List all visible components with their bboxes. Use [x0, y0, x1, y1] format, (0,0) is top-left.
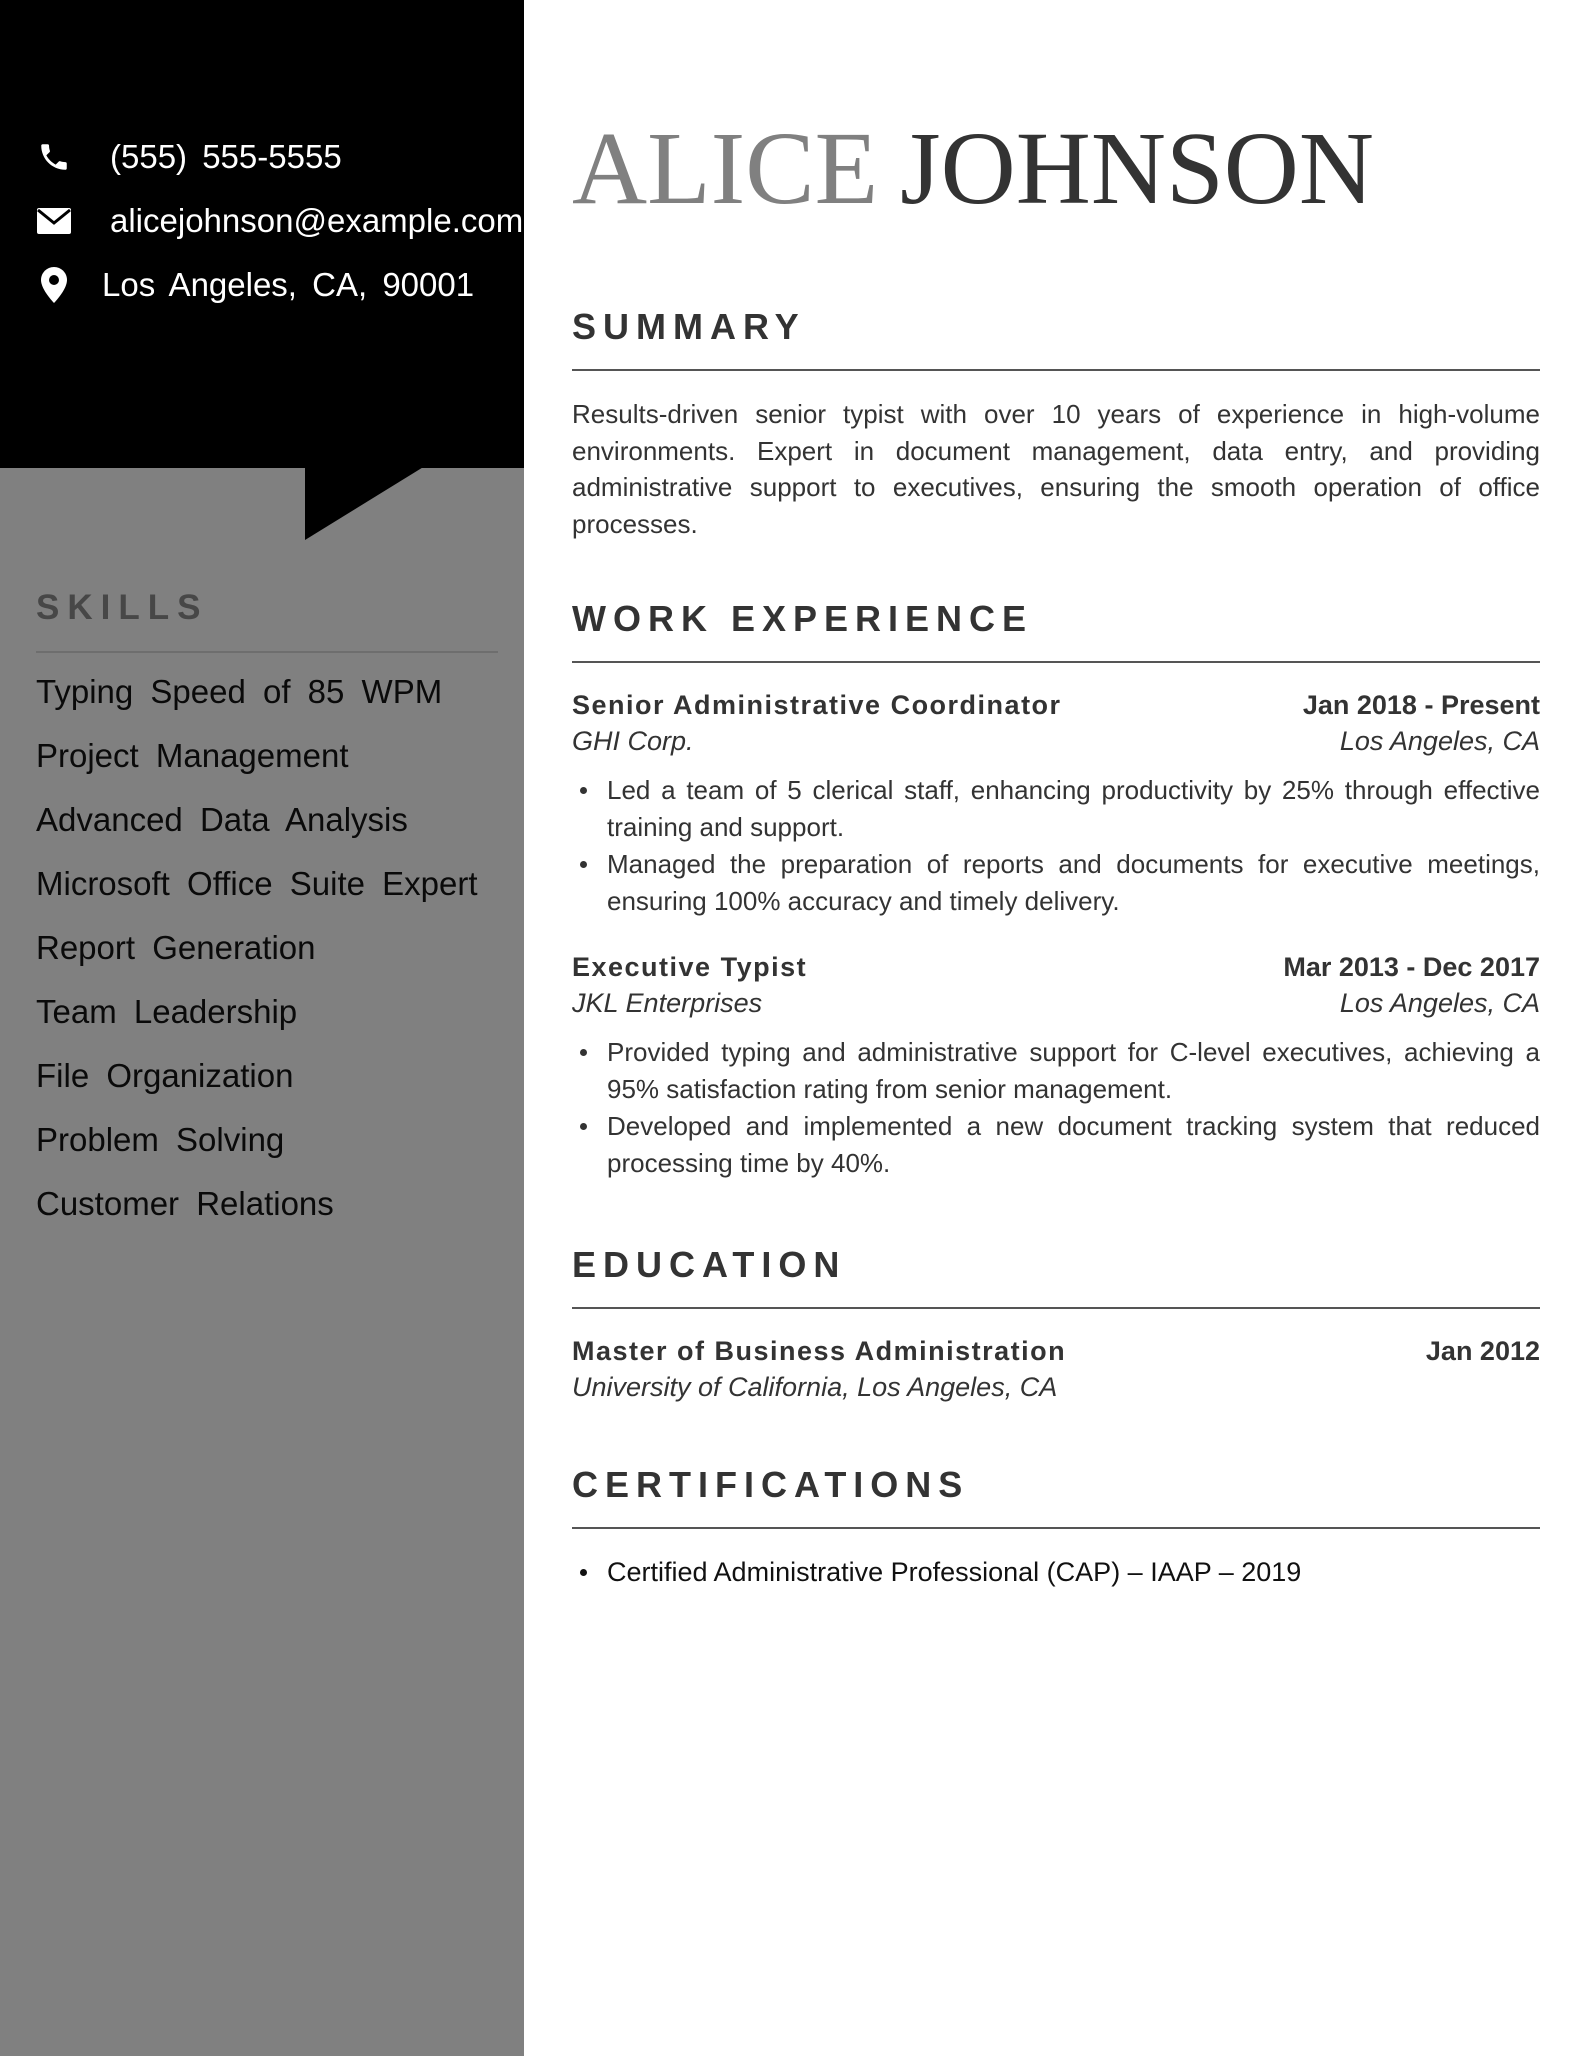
- envelope-icon: [36, 203, 72, 239]
- education-heading: EDUCATION: [572, 1244, 847, 1285]
- job-title: Senior Administrative Coordinator: [572, 690, 1062, 720]
- job-subheader: [572, 988, 1540, 1019]
- certifications-heading: CERTIFICATIONS: [572, 1464, 970, 1505]
- skills-heading: SKILLS: [36, 588, 209, 627]
- phone-number[interactable]: (555) 555-5555: [110, 138, 342, 175]
- education-subheader: [572, 1372, 1540, 1403]
- skill-item: Microsoft Office Suite Expert: [36, 865, 478, 902]
- certification-item: Certified Administrative Professional (CAP) – IAAP – 2019: [607, 1554, 1540, 1590]
- job-bullet: Provided typing and administrative support for C-level executives, achieving a 95% satisfaction rating from senior management.: [607, 1034, 1540, 1107]
- job-location: Los Angeles, CA: [1339, 988, 1540, 1018]
- job-company: GHI Corp.: [572, 726, 694, 756]
- degree-title: Master of Business Administration: [572, 1336, 1067, 1366]
- job-dates: Jan 2018 - Present: [1302, 690, 1540, 720]
- candidate-name: [572, 104, 1374, 234]
- degree-date: Jan 2012: [1425, 1336, 1540, 1366]
- contact-email: [36, 202, 523, 240]
- job-bullets: [607, 772, 1540, 920]
- job-bullet: Developed and implemented a new document tracking system that reduced processing time by 40%.: [607, 1108, 1540, 1181]
- job-bullet: Managed the preparation of reports and documents for executive meetings, ensuring 100% accuracy and timely delivery.: [607, 846, 1540, 919]
- education-header: [572, 1336, 1540, 1367]
- summary-divider: [572, 369, 1540, 371]
- contact-phone: [36, 138, 342, 176]
- skill-item: Report Generation: [36, 929, 316, 966]
- skill-item: Team Leadership: [36, 993, 298, 1030]
- contact-location: [36, 266, 474, 304]
- sidebar: [0, 0, 524, 2056]
- work-experience-divider: [572, 661, 1540, 663]
- job-location: Los Angeles, CA: [1339, 726, 1540, 756]
- summary-heading: SUMMARY: [572, 306, 806, 347]
- job-bullet: Led a team of 5 clerical staff, enhancing productivity by 25% through effective training and support.: [607, 772, 1540, 845]
- skill-item: Customer Relations: [36, 1185, 334, 1222]
- skill-item: Advanced Data Analysis: [36, 801, 408, 838]
- work-experience-heading: WORK EXPERIENCE: [572, 598, 1034, 639]
- job-title: Executive Typist: [572, 952, 808, 982]
- skills-list: [36, 668, 478, 1244]
- certifications-list: [607, 1554, 1540, 1590]
- email-address[interactable]: alicejohnson@example.com: [110, 202, 524, 239]
- skill-item: Typing Speed of 85 WPM: [36, 673, 443, 710]
- certifications-divider: [572, 1527, 1540, 1529]
- map-pin-icon: [36, 267, 72, 303]
- education-divider: [572, 1307, 1540, 1309]
- job-dates: Mar 2013 - Dec 2017: [1283, 952, 1540, 982]
- contact-block-notch: [305, 466, 425, 540]
- skill-item: Problem Solving: [36, 1121, 285, 1158]
- skill-item: Project Management: [36, 737, 349, 774]
- skill-item: File Organization: [36, 1057, 294, 1094]
- job-company: JKL Enterprises: [572, 988, 763, 1018]
- last-name: JOHNSON: [900, 111, 1375, 226]
- summary-text: Results-driven senior typist with over 10 years of experience in high-volume environments. Expert in document management, data entry, and providing administrative support to executives, ensuring the smooth operation of office processes.: [572, 399, 1540, 539]
- job-header: [572, 690, 1540, 721]
- location-text: Los Angeles, CA, 90001: [102, 266, 475, 303]
- job-bullets: [607, 1034, 1540, 1182]
- first-name: ALICE: [572, 111, 879, 226]
- skills-divider: [36, 651, 498, 653]
- school-name: University of California, Los Angeles, CA: [572, 1372, 1058, 1402]
- job-subheader: [572, 726, 1540, 757]
- job-header: [572, 952, 1540, 983]
- phone-icon: [36, 139, 72, 175]
